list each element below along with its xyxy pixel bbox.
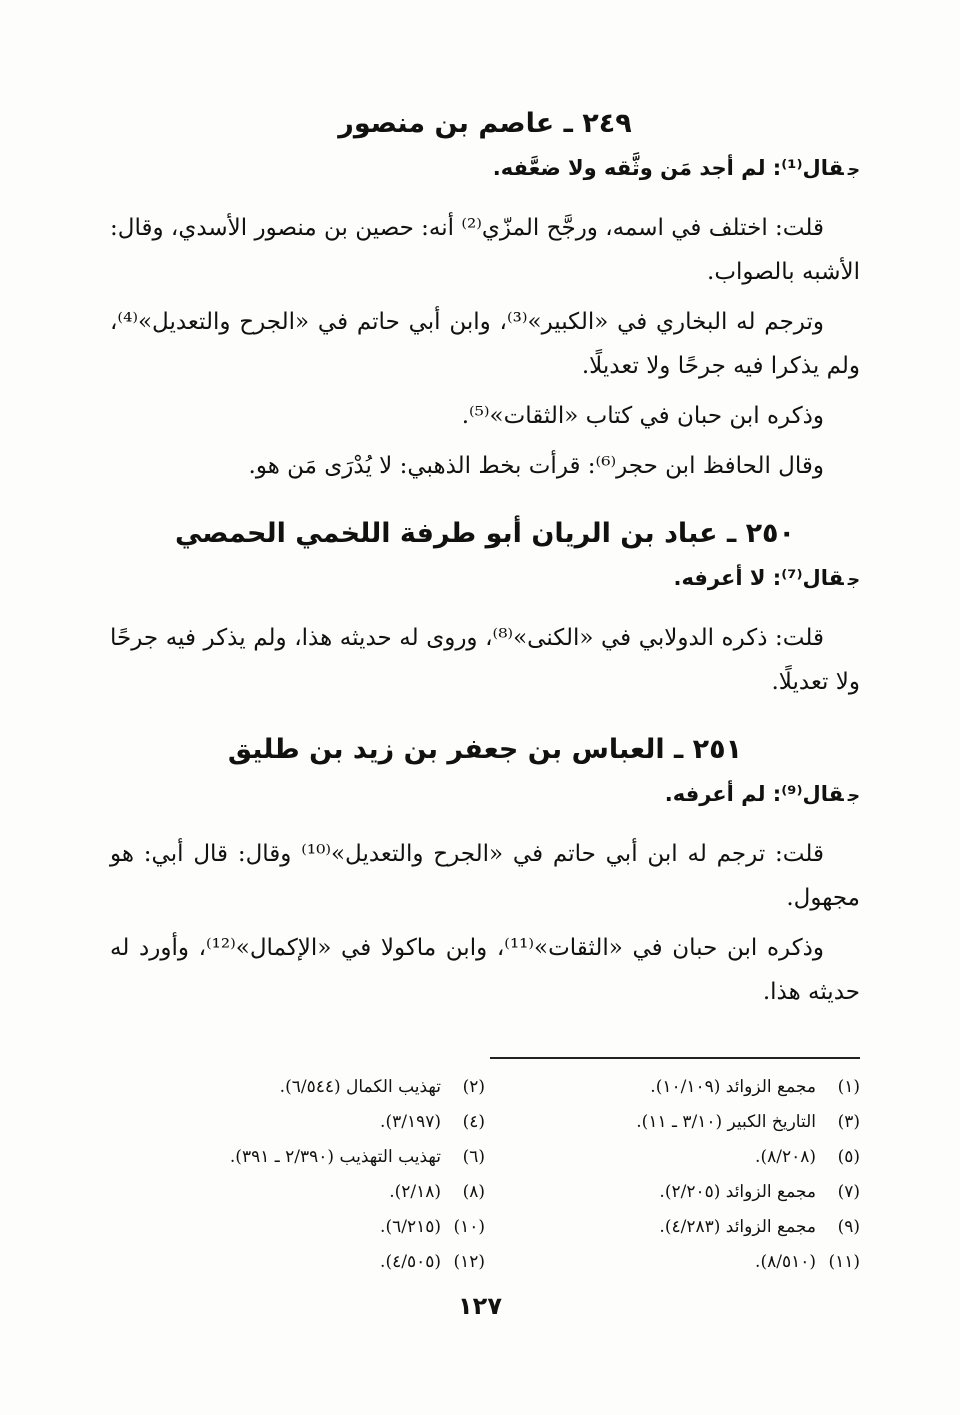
footnote-text: مجمع الزوائد (١٠/١٠٩). <box>650 1077 816 1097</box>
entry-251 <box>110 726 860 1014</box>
entry-title: ٢٤٩ ـ عاصم بن منصور <box>338 108 632 139</box>
footnote-number: (٦) <box>462 1147 485 1167</box>
footnote-number: (٨) <box>462 1182 485 1202</box>
entry-title: ٢٥١ ـ العباس بن جعفر بن زيد بن طليق <box>227 734 743 765</box>
page-number: ١٢٧ <box>458 1292 502 1320</box>
paragraph: وذكره ابن حبان في «الثقات»⁽¹¹⁾، وابن ماكولا في «الإكمال»⁽¹²⁾، وأورد له حديثه هذا. <box>110 935 860 1005</box>
footnote-text: (٢/١٨). <box>389 1182 441 1202</box>
footnote-number: (٥) <box>837 1147 860 1167</box>
footnote <box>485 1105 860 1140</box>
footnotes-right-column <box>485 1070 860 1280</box>
entry-qual <box>110 148 860 190</box>
qual-marker: ج <box>847 160 860 180</box>
footnote <box>485 1245 860 1280</box>
paragraph: قلت: ذكره الدولابي في «الكنى»⁽⁸⁾، وروى له حديثه هذا، ولم يذكر فيه جرحًا ولا تعديلًا. <box>110 625 860 695</box>
qual-marker: ج <box>847 570 860 590</box>
footnote-text: التاريخ الكبير (٣/١٠ ـ ١١). <box>636 1112 816 1132</box>
footnote <box>485 1140 860 1175</box>
footnote-text: (٤/٥٠٥). <box>380 1252 441 1272</box>
paragraph: قلت: ترجم له ابن أبي حاتم في «الجرح والتعديل»⁽¹⁰⁾ وقال: قال أبي: هو مجهول. <box>110 841 860 911</box>
footnote <box>110 1175 485 1210</box>
qual-text: قال⁽¹⁾: لم أجد مَن وثَّقه ولا ضعَّفه. <box>492 156 844 180</box>
footnote <box>110 1070 485 1105</box>
footnote-text: مجمع الزوائد (٢/٢٠٥). <box>659 1182 816 1202</box>
footnote <box>110 1105 485 1140</box>
footnote-text: (٦/٢١٥). <box>380 1217 441 1237</box>
qual-text: قال⁽⁹⁾: لم أعرفه. <box>664 782 844 806</box>
paragraph: وترجم له البخاري في «الكبير»⁽³⁾، وابن أبي حاتم في «الجرح والتعديل»⁽⁴⁾، ولم يذكرا فيه جرحًا ولا تعديلًا. <box>110 309 860 379</box>
footnote <box>485 1070 860 1105</box>
qual-marker: ج <box>847 786 860 806</box>
footnote <box>110 1245 485 1280</box>
footnote <box>110 1210 485 1245</box>
footnote-number: (٧) <box>837 1182 860 1202</box>
footnote-text: (٣/١٩٧). <box>380 1112 441 1132</box>
footnote-number: (٤) <box>462 1112 485 1132</box>
entry-title: ٢٥٠ ـ عباد بن الريان أبو طرفة اللخمي الحمصي <box>174 518 796 549</box>
footnote <box>485 1175 860 1210</box>
footnote-separator <box>490 1057 860 1059</box>
entry-qual <box>110 774 860 816</box>
footnote-number: (١٢) <box>453 1252 485 1272</box>
qual-text: قال⁽⁷⁾: لا أعرفه. <box>673 566 844 590</box>
footnote-number: (١٠) <box>453 1217 485 1237</box>
footnotes-left-column <box>110 1070 485 1280</box>
footnote-text: تهذيب الكمال (٦/٥٤٤). <box>279 1077 441 1097</box>
footnote-number: (٩) <box>837 1217 860 1237</box>
footnotes <box>110 1070 860 1280</box>
entry-249 <box>110 100 860 488</box>
paragraph: وذكره ابن حبان في كتاب «الثقات»⁽⁵⁾. <box>461 403 824 429</box>
footnote <box>110 1140 485 1175</box>
paragraph: قلت: اختلف في اسمه، ورجَّح المزّي⁽²⁾ أنه: حصين بن منصور الأسدي، وقال: الأشبه بالصواب. <box>110 215 860 285</box>
footnote-number: (١١) <box>828 1252 860 1272</box>
footnote-number: (٣) <box>837 1112 860 1132</box>
footnote-number: (١) <box>837 1077 860 1097</box>
footnote-text: (٨/٢٠٨). <box>755 1147 816 1167</box>
paragraph: وقال الحافظ ابن حجر⁽⁶⁾: قرأت بخط الذهبي: لا يُدْرَى مَن هو. <box>248 453 824 479</box>
entry-250 <box>110 510 860 704</box>
footnote-text: تهذيب التهذيب (٢/٣٩٠ ـ ٣٩١). <box>229 1147 441 1167</box>
footnote <box>485 1210 860 1245</box>
entry-qual <box>110 558 860 600</box>
footnote-text: مجمع الزوائد (٤/٢٨٣). <box>659 1217 816 1237</box>
footnote-text: (٨/٥١٠). <box>755 1252 816 1272</box>
footnote-number: (٢) <box>462 1077 485 1097</box>
